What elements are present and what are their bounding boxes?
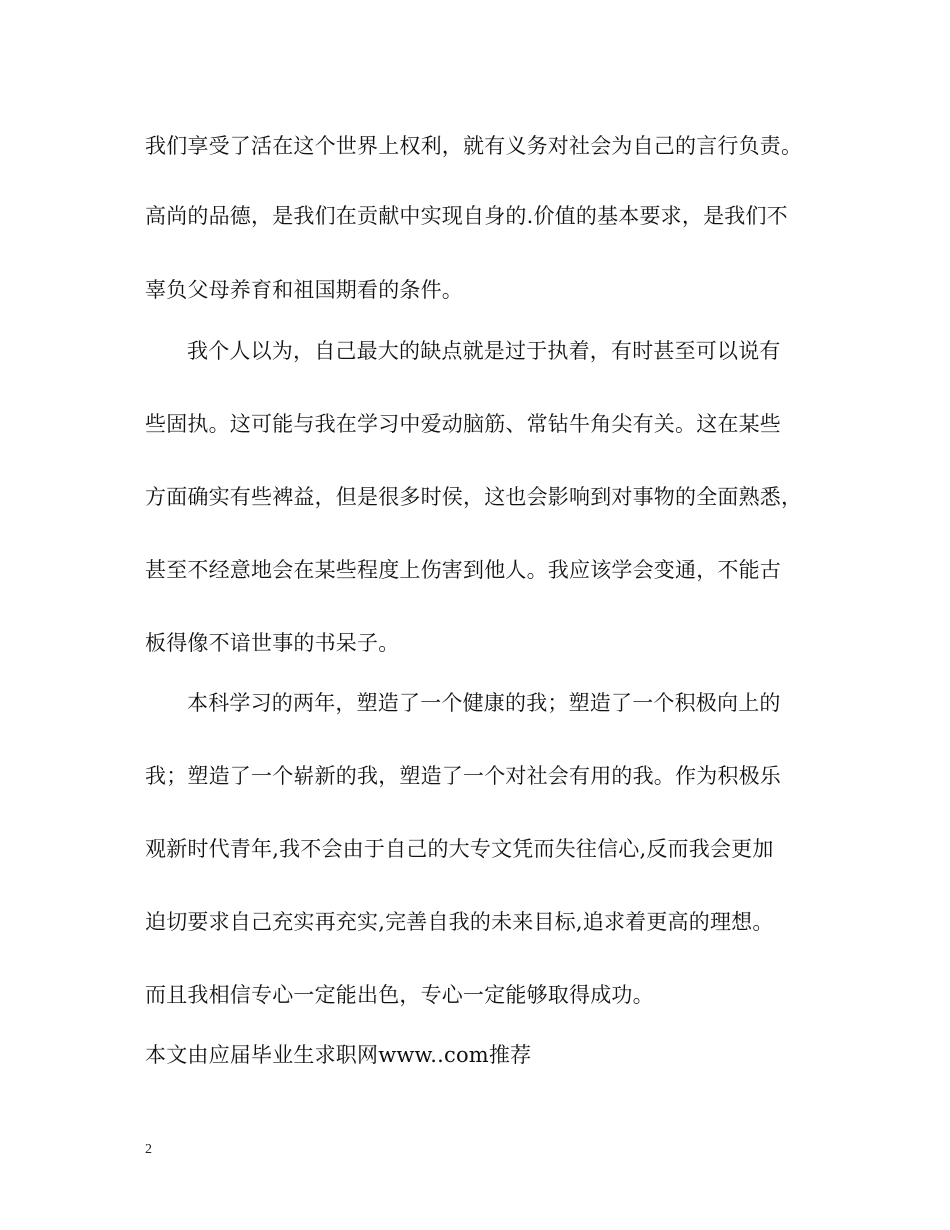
- text-line-6: 方面确实有些裨益，但是很多时侯，这也会影响到对事物的全面熟悉，: [145, 485, 803, 509]
- text-line-14: 本文由应届毕业生求职网www..com推荐: [145, 1043, 532, 1067]
- text-line-1: 我们享受了活在这个世界上权利，就有义务对社会为自己的言行负责。: [145, 134, 803, 158]
- text-line-5: 些固执。这可能与我在学习中爱动脑筋、常钻牛角尖有关。这在某些: [145, 412, 781, 436]
- text-line-3: 辜负父母养育和祖国期看的条件。: [145, 278, 463, 302]
- text-line-8: 板得像不谙世事的书呆子。: [145, 631, 400, 655]
- text-line-7: 甚至不经意地会在某些程度上伤害到他人。我应该学会变通，不能古: [145, 558, 781, 582]
- text-line-4: 我个人以为，自己最大的缺点就是过于执着，有时甚至可以说有: [187, 339, 781, 363]
- text-line-11: 观新时代青年,我不会由于自己的大专文凭而失往信心,反而我会更加: [145, 837, 774, 861]
- text-line-10: 我；塑造了一个崭新的我，塑造了一个对社会有用的我。作为积极乐: [145, 764, 781, 788]
- page-number: 2: [145, 1142, 152, 1157]
- text-line-13: 而且我相信专心一定能出色，专心一定能够取得成功。: [145, 983, 654, 1007]
- text-line-9: 本科学习的两年，塑造了一个健康的我；塑造了一个积极向上的: [187, 691, 781, 715]
- text-line-12: 迫切要求自己充实再充实,完善自我的未来目标,追求着更高的理想。: [145, 910, 774, 934]
- text-line-2: 高尚的品德，是我们在贡献中实现自身的.价值的基本要求，是我们不: [145, 204, 788, 228]
